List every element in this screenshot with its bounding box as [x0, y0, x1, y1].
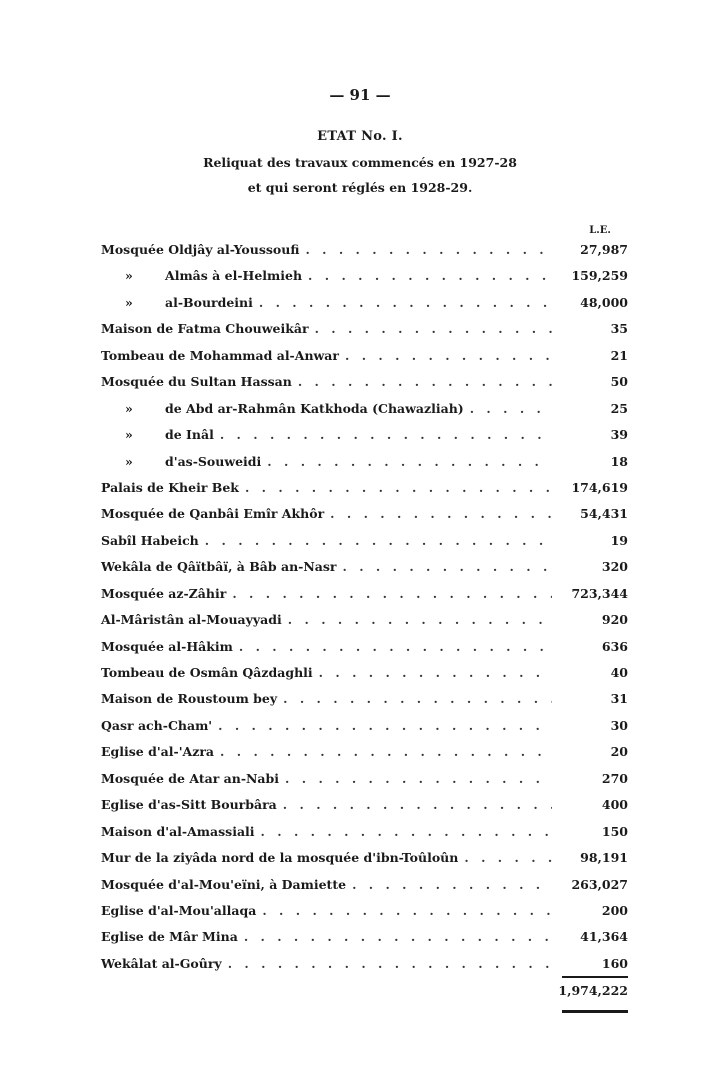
row-value: 270 — [601, 770, 628, 786]
row-value: 27,987 — [580, 242, 628, 257]
row-label: Almâs à el-Helmieh — [165, 268, 303, 284]
row-value: 159,259 — [571, 268, 628, 284]
row-value: 200 — [601, 902, 628, 918]
row-value: 98,191 — [580, 850, 628, 866]
row-value: 636 — [601, 638, 628, 654]
row-value: 920 — [601, 612, 628, 628]
row-label: Mosquée de Qanbâi Emîr Akhôr — [101, 506, 325, 522]
document-title: ETAT No. I. — [317, 129, 403, 144]
row-value: 320 — [601, 559, 628, 575]
table-row — [101, 399, 628, 425]
row-value: 35 — [610, 321, 628, 337]
row-value: 263,027 — [571, 876, 628, 892]
table-row — [101, 266, 628, 292]
table-row — [101, 372, 628, 398]
row-label: Al-Mâristân al-Mouayyadi — [101, 612, 282, 628]
table-row — [101, 716, 628, 742]
table-row — [101, 584, 628, 610]
table-row — [101, 478, 628, 504]
table-row — [101, 425, 628, 451]
table-row — [101, 769, 628, 795]
dot-leader — [205, 531, 552, 551]
table-row — [101, 319, 628, 345]
total-rule-bottom — [562, 1010, 628, 1013]
row-label: de Abd ar-Rahmân Katkhoda (Chawazliah) — [165, 400, 464, 416]
dot-leader — [239, 637, 552, 657]
dot-leader — [345, 346, 552, 366]
currency-header: L.E. — [589, 225, 611, 236]
dot-leader — [288, 610, 552, 630]
row-label: Mosquée du Sultan Hassan — [101, 374, 292, 390]
row-value: 400 — [601, 797, 628, 813]
dot-leader — [267, 452, 552, 472]
table-row — [101, 531, 628, 557]
row-value: 48,000 — [580, 294, 628, 310]
row-value: 20 — [610, 744, 628, 760]
row-label: Mur de la ziyâda nord de la mosquée d'ibn-Toûloûn — [101, 850, 459, 866]
row-value: 150 — [601, 823, 628, 839]
table-row — [101, 504, 628, 530]
table-row — [101, 452, 628, 478]
dot-leader — [245, 478, 552, 498]
dot-leader — [283, 689, 552, 709]
table-row — [101, 954, 628, 980]
dot-leader — [228, 954, 552, 974]
row-value: 54,431 — [580, 506, 628, 522]
table-row — [101, 901, 628, 927]
row-label: Maison de Roustoum bey — [101, 691, 278, 707]
dot-leader — [305, 240, 552, 260]
row-label: Qasr ach-Cham' — [101, 717, 213, 733]
row-label: Sabîl Habeich — [101, 532, 199, 548]
row-label: Eglise d'al-'Azra — [101, 744, 215, 760]
table-row — [101, 742, 628, 768]
table-row — [101, 346, 628, 372]
table-row — [101, 293, 628, 319]
row-value: 41,364 — [580, 929, 628, 945]
row-label: Maison d'al-Amassiali — [101, 823, 255, 839]
table-row — [101, 689, 628, 715]
expense-table — [101, 240, 628, 980]
dot-leader — [220, 425, 552, 445]
row-value: 723,344 — [571, 585, 628, 601]
row-label: Eglise de Mâr Mina — [101, 929, 238, 945]
dot-leader — [308, 266, 552, 286]
row-label: Eglise d'al-Mou'allaqa — [101, 902, 257, 918]
dot-leader — [319, 663, 552, 683]
table-row — [101, 927, 628, 953]
dot-leader — [244, 927, 552, 947]
ditto-mark: » — [125, 427, 133, 443]
table-row — [101, 610, 628, 636]
row-value: 25 — [610, 400, 628, 416]
row-label: Mosquée Oldjây al-Youssoufi — [101, 242, 300, 257]
row-label: Tombeau de Osmân Qâzdaghli — [101, 665, 313, 680]
row-label: Tombeau de Mohammad al-Anwar — [101, 347, 339, 363]
dot-leader — [220, 742, 552, 762]
row-value: 50 — [610, 374, 628, 390]
ditto-mark: » — [125, 453, 133, 469]
row-label: Mosquée az-Zâhir — [101, 585, 227, 601]
subtitle-line-1: Reliquat des travaux commencés en 1927-28 — [203, 155, 517, 170]
dot-leader — [470, 399, 552, 419]
row-label: Wekâlat al-Goûry — [101, 955, 222, 971]
ditto-mark: » — [125, 400, 133, 416]
table-row — [101, 637, 628, 663]
row-label: Mosquée de Atar an-Nabi — [101, 770, 280, 786]
dot-leader — [259, 293, 552, 313]
dot-leader — [232, 584, 552, 604]
table-row — [101, 822, 628, 848]
row-value: 21 — [610, 347, 628, 363]
dot-leader — [464, 848, 552, 868]
row-value: 30 — [610, 717, 628, 733]
dot-leader — [283, 795, 552, 815]
dot-leader — [315, 319, 552, 339]
row-label: Mosquée al-Hâkim — [101, 638, 233, 654]
dot-leader — [285, 769, 552, 789]
row-value: 18 — [610, 453, 628, 469]
total-rule-top — [562, 976, 628, 978]
row-label: de Inâl — [165, 427, 214, 443]
dot-leader — [261, 822, 552, 842]
row-label: d'as-Souweidi — [165, 453, 262, 469]
row-value: 160 — [601, 955, 628, 971]
page-number: — 91 — — [329, 86, 391, 104]
dot-leader — [298, 372, 552, 392]
table-row — [101, 557, 628, 583]
dot-leader — [352, 875, 552, 895]
table-row — [101, 875, 628, 901]
dot-leader — [218, 716, 552, 736]
row-value: 31 — [610, 691, 628, 707]
dot-leader — [343, 557, 552, 577]
row-label: Wekâla de Qâïtbâï, à Bâb an-Nasr — [101, 559, 337, 575]
row-value: 19 — [610, 532, 628, 548]
row-value: 174,619 — [571, 479, 628, 495]
subtitle-line-2: et qui seront réglés en 1928-29. — [247, 180, 473, 195]
row-label: Palais de Kheir Bek — [101, 479, 239, 495]
dot-leader — [262, 901, 552, 921]
grand-total: 1,974,222 — [558, 983, 628, 998]
row-label: Maison de Fatma Chouweikâr — [101, 321, 309, 337]
row-value: 40 — [610, 665, 628, 680]
ditto-mark: » — [125, 294, 133, 310]
table-row — [101, 848, 628, 874]
row-label: Eglise d'as-Sitt Bourbâra — [101, 797, 277, 813]
row-value: 39 — [610, 427, 628, 443]
dot-leader — [330, 504, 552, 524]
ditto-mark: » — [125, 268, 133, 284]
row-label: Mosquée d'al-Mou'eïni, à Damiette — [101, 876, 347, 892]
table-row — [101, 795, 628, 821]
table-row — [101, 663, 628, 689]
table-row — [101, 240, 628, 266]
row-label: al-Bourdeini — [165, 294, 253, 310]
